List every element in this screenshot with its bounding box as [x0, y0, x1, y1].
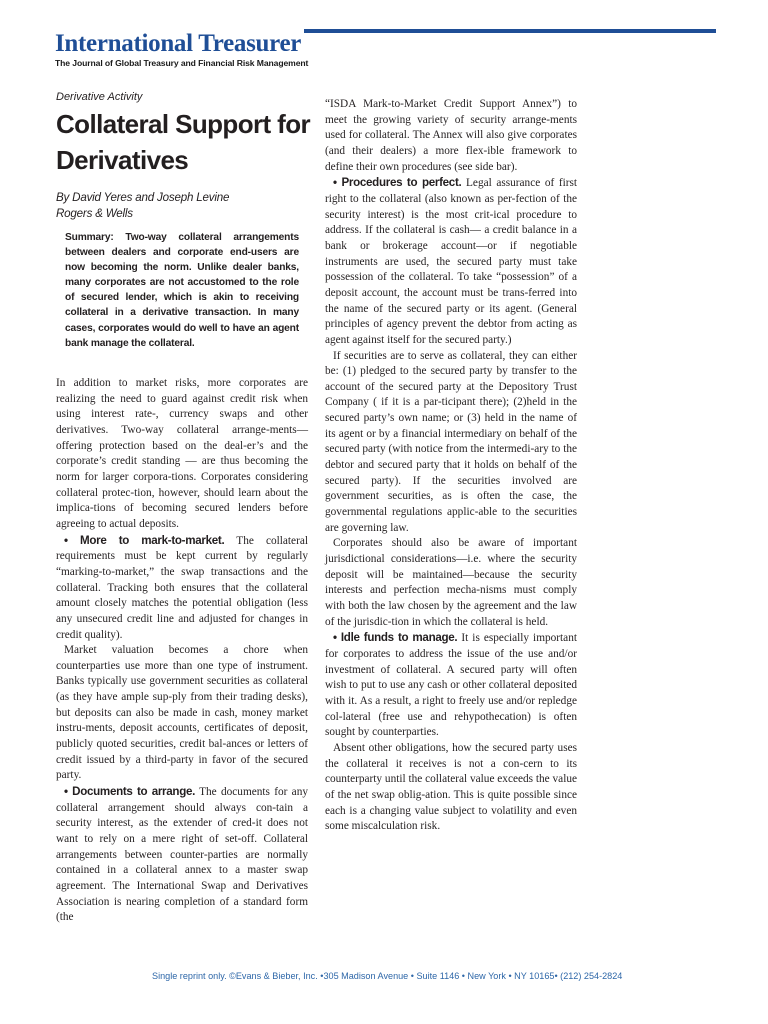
- headline-line-2: Derivatives: [56, 145, 189, 175]
- paragraph: Absent other obligations, how the secured party uses the collateral it receives is not a con-cern to its counterparty until the collateral value exceeds the value of the net swap oblig-ation. This is quite possible since each is a changing value subject to volatility and even some miscalculation risk.: [325, 741, 577, 833]
- paragraph-text: The collateral requirements must be kept current by regularly “marking-to-market,” the swap transactions and the collateral. Tracking both ensures that the collateral amount closely matches the potential obligation (less any unsecured credit line and adjusted for changes in credit quality).: [56, 534, 308, 641]
- section-lead: • Procedures to perfect.: [333, 176, 462, 190]
- paragraph: Market valuation becomes a chore when counterparties use more than one type of instrument. Banks typically use government securities as collateral (as they have ample sup-ply from their trading desks), but deposits can also be made in cash, money market instru-ments, deposit accounts, certificates of deposit, publicly quoted securities, credit bal-ances or letters of credit issued by a third-party in favor of the secured party.: [56, 644, 308, 782]
- paragraph: [325, 175, 577, 348]
- paragraph-text: It is especially important for corporates to address the issue of the use and/or investment of collateral. A secured party will often wish to put to use any cash or other collateral deposited with it. As a result, a right to freely use and/or repledge col-lateral (free use and rehypothecation) is often sought by counterparties.: [325, 632, 577, 739]
- section-lead: • More to mark-to-market.: [64, 533, 225, 547]
- paragraph: Corporates should also be aware of important jurisdictional considerations—i.e. where the security deposit will be maintained—because the security interests and perfection mecha-nisms must comply with both the law chosen by the agreement and the law of the jurisdic-tion in which the collateral is held.: [325, 537, 577, 628]
- journal-subtitle: The Journal of Global Treasury and Financial Risk Management: [55, 58, 309, 68]
- paragraph: [325, 630, 577, 741]
- paragraph-text: The documents for any collateral arrangement should always con-tain a security interest, as the extender of cred-it does not want to rely on a mere right of set-off. Collateral arrangements between counter-parties are normally contained in a collateral annex to a master swap agreement. The International Swap and Derivatives Association is nearing completion of a standard form (the: [56, 786, 308, 924]
- byline: [56, 190, 308, 222]
- paragraph: [56, 533, 308, 644]
- byline-firm: Rogers & Wells: [56, 207, 133, 220]
- section-kicker: Derivative Activity: [56, 91, 143, 103]
- body-column-2: [325, 97, 577, 835]
- section-lead: • Documents to arrange.: [64, 785, 196, 799]
- journal-title: International Treasurer: [55, 30, 302, 57]
- paragraph: If securities are to serve as collateral, they can either be: (1) pledged to the secured party by transfer to the account of the secured party at the Depository Trust Company ( if it is a par-ticipant there); (2)held in the secured party’s own name; or (3) held in the name of its agent or by a financial intermediary on behalf of the secured party (with notice from the intermedi-ary to the debtor and secured party that it holds on behalf of the secured party). If the securities involved are government securities, as is often the case, the governmental regulations applic-able to the securities are governing law.: [325, 349, 577, 534]
- masthead-rule: [304, 29, 716, 33]
- article-headline: [56, 106, 311, 178]
- paragraph: “ISDA Mark-to-Market Credit Support Annex”) to meet the growing variety of security arrange-ments used for collateral. The Annex will also give corporates (and their dealers) a more flex-ible framework to define their own procedures (see side bar).: [325, 98, 577, 173]
- article-summary: Summary: Two-way collateral arrangements between dealers and corporate end-users are now becoming the norm. Unlike dealer banks, many corporates are not accustomed to the role of secured lender, which is akin to receiving collateral in a derivative transaction. In many cases, corporates would do well to have an agent bank manage the collateral.: [65, 232, 299, 349]
- paragraph-text: Legal assurance of first right to the collateral (also known as per-fection of the security interest) is the most crit-ical procedure to address. If the collateral is cash— a credit balance in a bank or brokerage account—or if negotiable instruments are used, the secured party must take possession of the collateral. To take “possession” of a deposit account, the account must be trans-ferred into the name of the secured party or its agent. (General principles of agency prevent the debtor from acting as agent against itself for the secured party.): [325, 177, 578, 346]
- byline-authors: By David Yeres and Joseph Levine: [56, 191, 230, 204]
- paragraph: [56, 784, 308, 926]
- paragraph: In addition to market risks, more corporates are realizing the need to guard against credit risk when using interest rate-, currency swaps and other derivatives. Two-way collateral arrange-ments— offering protection based on the deal-er’s and the corporate’s credit standing — are thus becoming the norm for larger corpora-tions. Corporates considering collateral protec-tion, however, should learn about the implica-tions of becoming secured lenders before agreeing to actual deposits.: [56, 377, 308, 530]
- headline-line-1: Collateral Support for: [56, 109, 311, 139]
- reprint-footer: Single reprint only. ©Evans & Bieber, Inc. •305 Madison Avenue • Suite 1146 • New York • NY 10165• (212) 254-2824: [152, 971, 623, 981]
- masthead: [55, 30, 308, 68]
- section-lead: • Idle funds to manage.: [333, 631, 458, 645]
- article-header: [56, 90, 311, 222]
- body-column-1: [56, 376, 308, 926]
